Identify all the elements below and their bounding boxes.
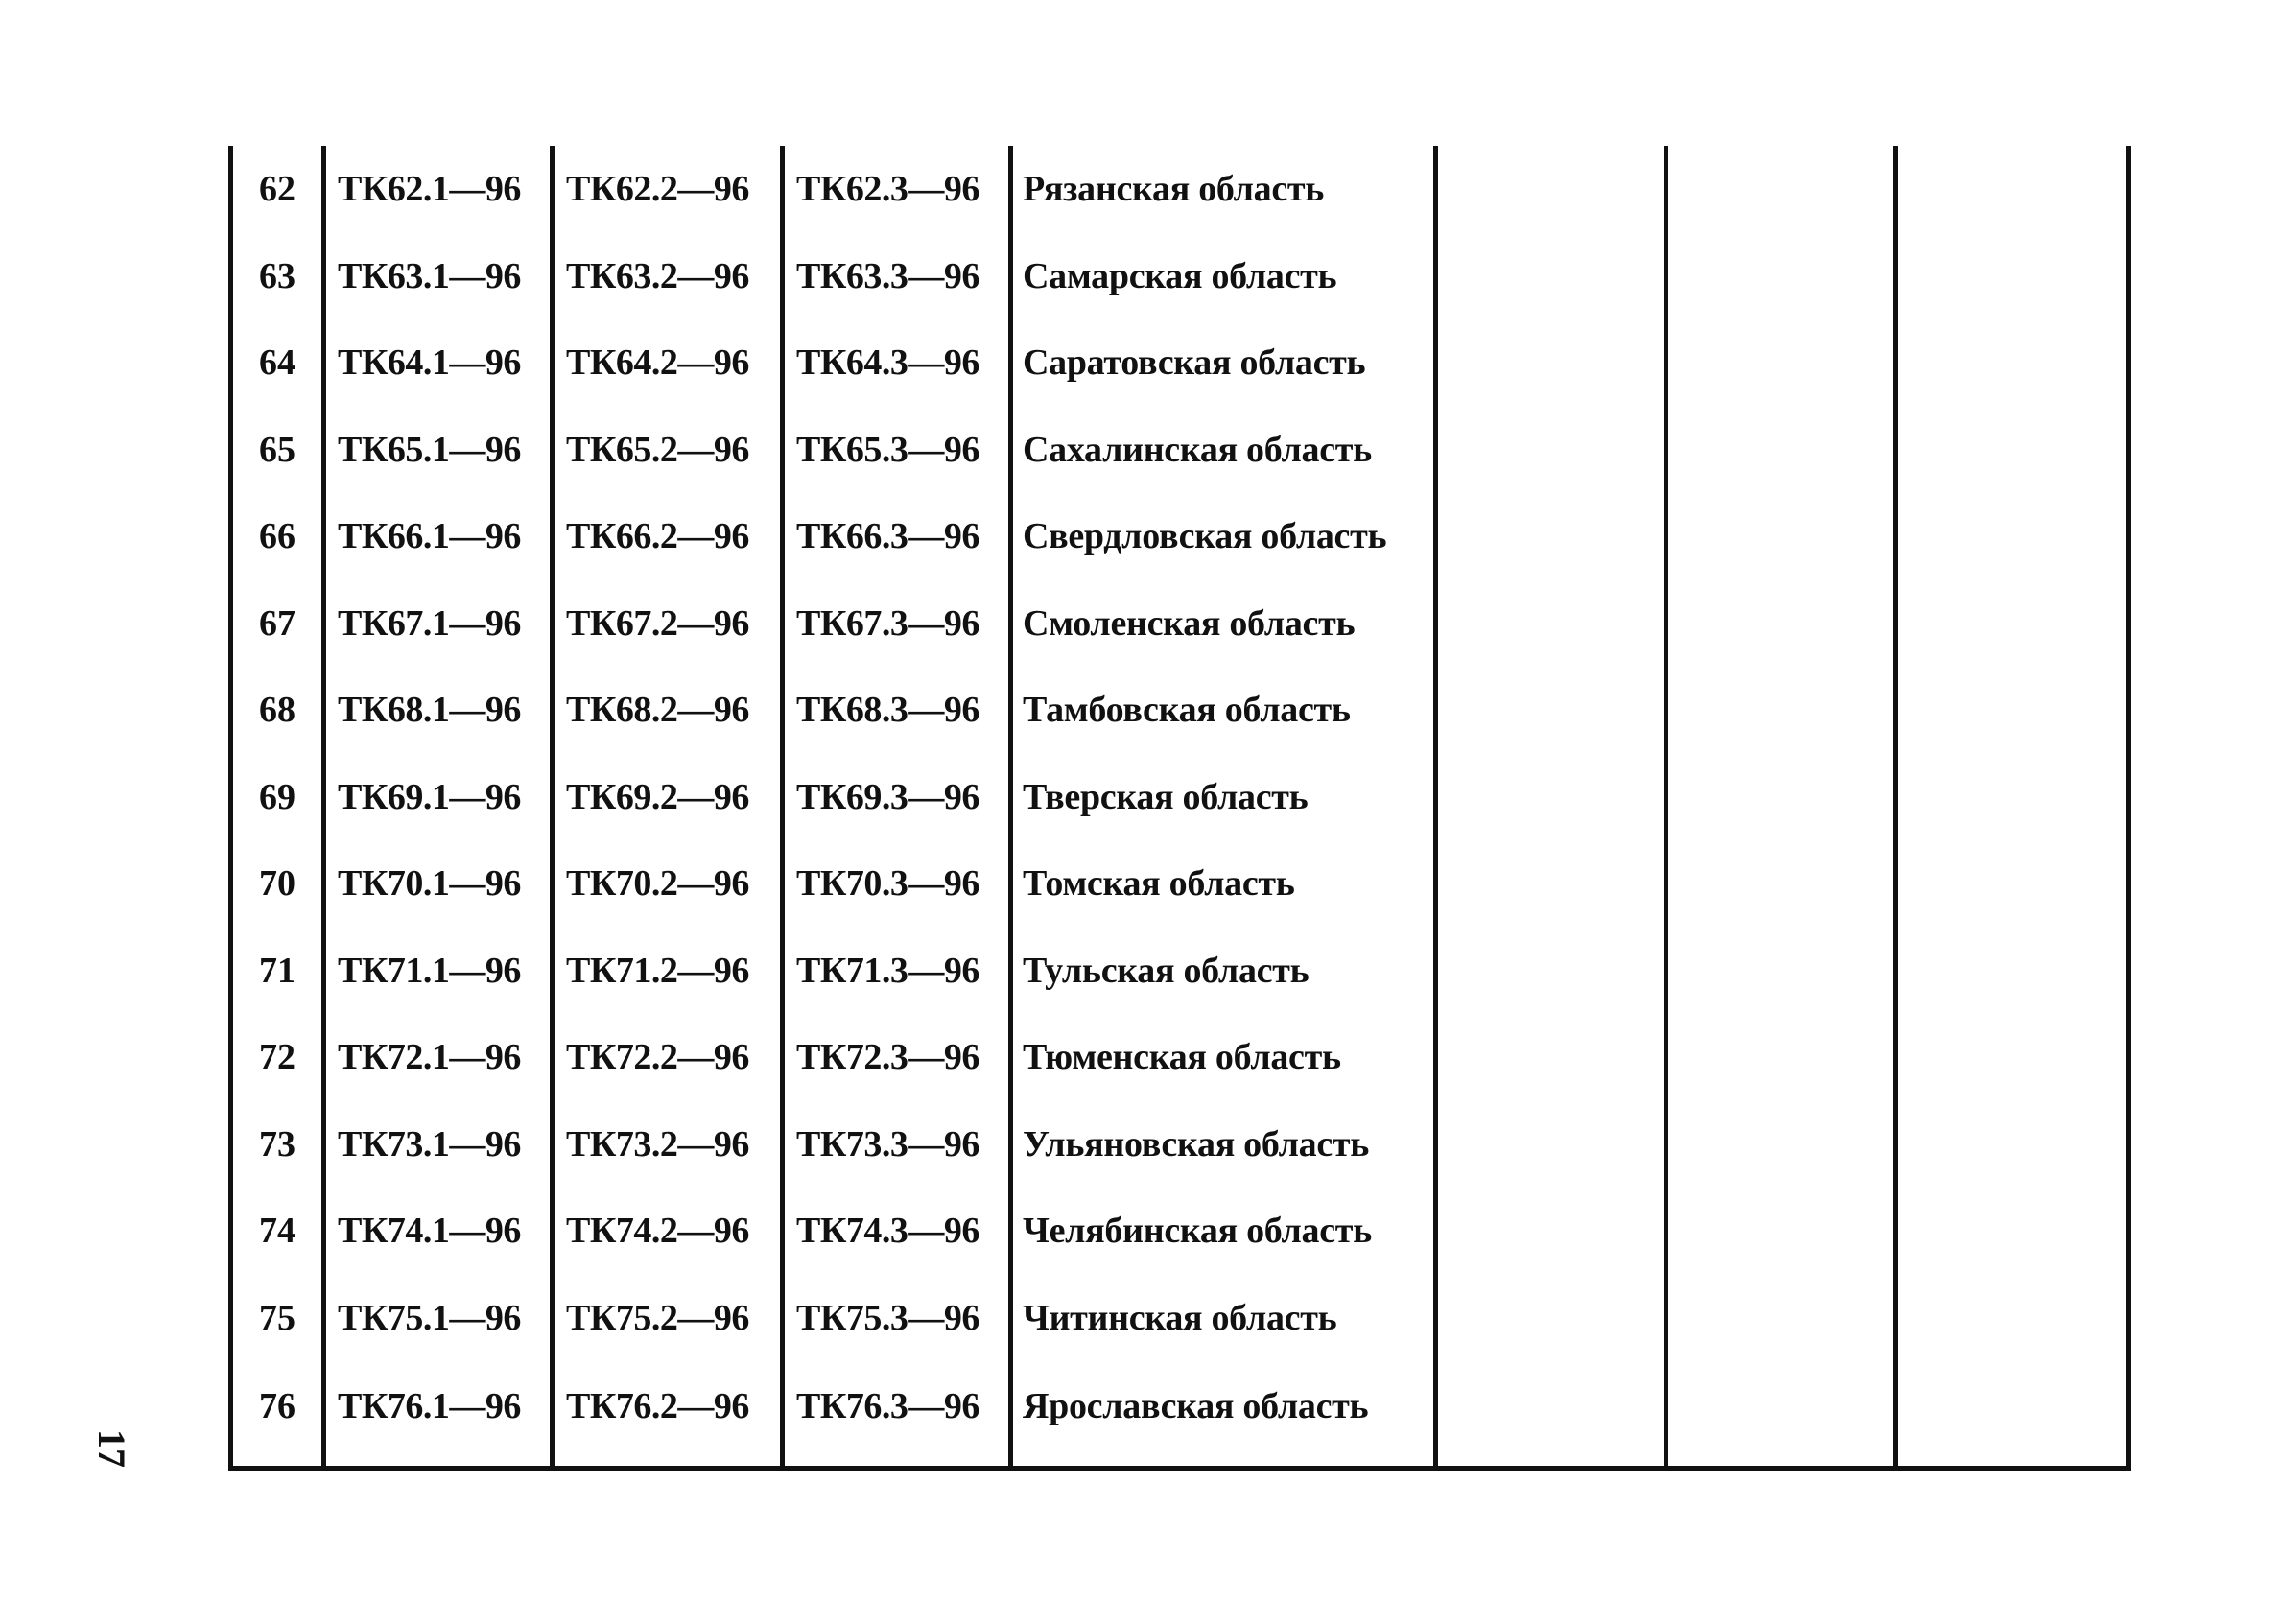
standard-code-1: ТК68.1—96: [324, 667, 553, 754]
empty-cell: [1896, 233, 2129, 320]
row-number: 71: [231, 928, 324, 1015]
region-name: Ярославская область: [1011, 1361, 1436, 1469]
empty-cell: [1436, 667, 1666, 754]
empty-cell: [1666, 1275, 1896, 1362]
region-name: Смоленская область: [1011, 580, 1436, 668]
page-number: 17: [90, 1429, 133, 1468]
row-number: 64: [231, 319, 324, 407]
standards-table: [228, 146, 2131, 1471]
empty-cell: [1436, 407, 1666, 494]
standard-code-2: ТК70.2—96: [553, 840, 783, 928]
region-name: Свердловская область: [1011, 493, 1436, 580]
region-name: Читинская область: [1011, 1275, 1436, 1362]
standard-code-1: ТК70.1—96: [324, 840, 553, 928]
empty-cell: [1666, 1188, 1896, 1275]
table-row: [231, 1188, 2129, 1275]
standard-code-3: ТК62.3—96: [783, 146, 1011, 233]
standard-code-1: ТК67.1—96: [324, 580, 553, 668]
empty-cell: [1896, 1361, 2129, 1469]
empty-cell: [1896, 493, 2129, 580]
standard-code-3: ТК64.3—96: [783, 319, 1011, 407]
row-number: 69: [231, 754, 324, 841]
row-number: 74: [231, 1188, 324, 1275]
row-number: 63: [231, 233, 324, 320]
empty-cell: [1436, 1101, 1666, 1189]
standard-code-1: ТК73.1—96: [324, 1101, 553, 1189]
standard-code-3: ТК70.3—96: [783, 840, 1011, 928]
standard-code-1: ТК76.1—96: [324, 1361, 553, 1469]
empty-cell: [1666, 233, 1896, 320]
standard-code-2: ТК71.2—96: [553, 928, 783, 1015]
standard-code-3: ТК68.3—96: [783, 667, 1011, 754]
empty-cell: [1666, 580, 1896, 668]
empty-cell: [1896, 667, 2129, 754]
empty-cell: [1666, 407, 1896, 494]
standard-code-3: ТК74.3—96: [783, 1188, 1011, 1275]
standard-code-1: ТК65.1—96: [324, 407, 553, 494]
region-name: Тамбовская область: [1011, 667, 1436, 754]
standard-code-2: ТК63.2—96: [553, 233, 783, 320]
region-name: Тюменская область: [1011, 1014, 1436, 1101]
table-row: [231, 667, 2129, 754]
row-number: 76: [231, 1361, 324, 1469]
table-row: [231, 840, 2129, 928]
standard-code-3: ТК69.3—96: [783, 754, 1011, 841]
empty-cell: [1666, 1361, 1896, 1469]
empty-cell: [1666, 840, 1896, 928]
empty-cell: [1896, 928, 2129, 1015]
row-number: 72: [231, 1014, 324, 1101]
table-row: [231, 146, 2129, 233]
empty-cell: [1436, 928, 1666, 1015]
empty-cell: [1666, 319, 1896, 407]
row-number: 73: [231, 1101, 324, 1189]
empty-cell: [1666, 146, 1896, 233]
empty-cell: [1436, 493, 1666, 580]
standard-code-1: ТК66.1—96: [324, 493, 553, 580]
table-row: [231, 1275, 2129, 1362]
empty-cell: [1896, 580, 2129, 668]
empty-cell: [1666, 667, 1896, 754]
empty-cell: [1436, 1014, 1666, 1101]
region-name: Рязанская область: [1011, 146, 1436, 233]
empty-cell: [1896, 1014, 2129, 1101]
row-number: 67: [231, 580, 324, 668]
standard-code-1: ТК74.1—96: [324, 1188, 553, 1275]
row-number: 65: [231, 407, 324, 494]
region-name: Сахалинская область: [1011, 407, 1436, 494]
standard-code-1: ТК69.1—96: [324, 754, 553, 841]
empty-cell: [1436, 146, 1666, 233]
region-name: Тульская область: [1011, 928, 1436, 1015]
empty-cell: [1896, 1188, 2129, 1275]
row-number: 62: [231, 146, 324, 233]
standard-code-2: ТК62.2—96: [553, 146, 783, 233]
empty-cell: [1666, 493, 1896, 580]
table-row: [231, 493, 2129, 580]
standard-code-2: ТК67.2—96: [553, 580, 783, 668]
standard-code-3: ТК76.3—96: [783, 1361, 1011, 1469]
standard-code-1: ТК62.1—96: [324, 146, 553, 233]
empty-cell: [1666, 1014, 1896, 1101]
empty-cell: [1436, 1361, 1666, 1469]
empty-cell: [1436, 1275, 1666, 1362]
table-row: [231, 407, 2129, 494]
region-name: Самарская область: [1011, 233, 1436, 320]
row-number: 70: [231, 840, 324, 928]
empty-cell: [1436, 754, 1666, 841]
table-row: [231, 1101, 2129, 1189]
standard-code-3: ТК65.3—96: [783, 407, 1011, 494]
row-number: 68: [231, 667, 324, 754]
empty-cell: [1436, 580, 1666, 668]
row-number: 66: [231, 493, 324, 580]
standard-code-3: ТК73.3—96: [783, 1101, 1011, 1189]
standard-code-2: ТК72.2—96: [553, 1014, 783, 1101]
table-row: [231, 1361, 2129, 1469]
standard-code-2: ТК64.2—96: [553, 319, 783, 407]
empty-cell: [1436, 840, 1666, 928]
region-name: Ульяновская область: [1011, 1101, 1436, 1189]
empty-cell: [1666, 928, 1896, 1015]
empty-cell: [1436, 233, 1666, 320]
empty-cell: [1896, 146, 2129, 233]
region-name: Челябинская область: [1011, 1188, 1436, 1275]
table-row: [231, 319, 2129, 407]
empty-cell: [1436, 1188, 1666, 1275]
standard-code-1: ТК64.1—96: [324, 319, 553, 407]
standard-code-2: ТК69.2—96: [553, 754, 783, 841]
table-body: [231, 146, 2129, 1469]
table-row: [231, 754, 2129, 841]
table-row: [231, 233, 2129, 320]
standard-code-3: ТК75.3—96: [783, 1275, 1011, 1362]
standard-code-3: ТК63.3—96: [783, 233, 1011, 320]
empty-cell: [1896, 407, 2129, 494]
standard-code-2: ТК66.2—96: [553, 493, 783, 580]
empty-cell: [1896, 840, 2129, 928]
standard-code-1: ТК72.1—96: [324, 1014, 553, 1101]
standard-code-2: ТК65.2—96: [553, 407, 783, 494]
empty-cell: [1896, 1275, 2129, 1362]
region-name: Томская область: [1011, 840, 1436, 928]
empty-cell: [1666, 754, 1896, 841]
standard-code-2: ТК73.2—96: [553, 1101, 783, 1189]
standard-code-2: ТК74.2—96: [553, 1188, 783, 1275]
standard-code-3: ТК72.3—96: [783, 1014, 1011, 1101]
standard-code-1: ТК75.1—96: [324, 1275, 553, 1362]
table-row: [231, 580, 2129, 668]
empty-cell: [1436, 319, 1666, 407]
table-row: [231, 928, 2129, 1015]
standard-code-3: ТК67.3—96: [783, 580, 1011, 668]
standard-code-1: ТК71.1—96: [324, 928, 553, 1015]
row-number: 75: [231, 1275, 324, 1362]
empty-cell: [1666, 1101, 1896, 1189]
standard-code-2: ТК76.2—96: [553, 1361, 783, 1469]
empty-cell: [1896, 319, 2129, 407]
standard-code-2: ТК75.2—96: [553, 1275, 783, 1362]
region-name: Тверская область: [1011, 754, 1436, 841]
standard-code-1: ТК63.1—96: [324, 233, 553, 320]
empty-cell: [1896, 754, 2129, 841]
standard-code-3: ТК66.3—96: [783, 493, 1011, 580]
standard-code-3: ТК71.3—96: [783, 928, 1011, 1015]
empty-cell: [1896, 1101, 2129, 1189]
region-name: Саратовская область: [1011, 319, 1436, 407]
table-row: [231, 1014, 2129, 1101]
standard-code-2: ТК68.2—96: [553, 667, 783, 754]
